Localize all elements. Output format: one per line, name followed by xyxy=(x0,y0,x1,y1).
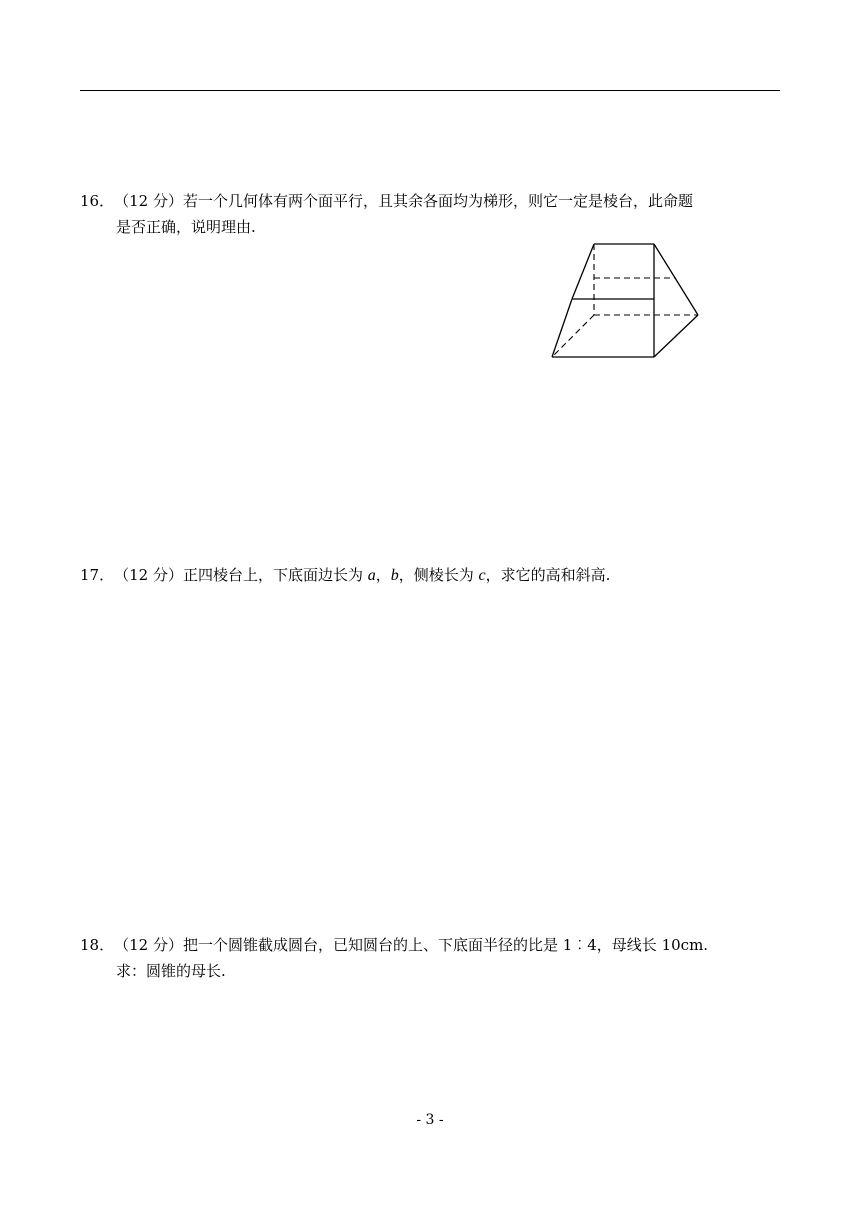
question-17 xyxy=(80,562,780,589)
question-18-line-2: 求：圆锥的母长. xyxy=(116,962,226,980)
figure-left-lower-edge xyxy=(552,299,572,357)
figure-left-upper-edge xyxy=(572,244,594,299)
figure-right-upper-slant xyxy=(654,244,698,315)
question-17-text-a: （12 分）正四棱台上，下底面边长为 xyxy=(114,566,368,584)
question-16-number: 16． xyxy=(80,192,115,210)
question-17-text-b: ， xyxy=(375,566,391,584)
variable-c: c xyxy=(478,567,486,584)
question-16-text-1: （12 分）若一个几何体有两个面平行，且其余各面均为梯形，则它一定是棱台，此命题 xyxy=(114,192,693,210)
variable-b: b xyxy=(390,567,399,584)
question-17-line-1 xyxy=(80,562,780,589)
question-18 xyxy=(80,932,780,984)
question-17-number: 17． xyxy=(80,566,115,584)
question-16-line-2: 是否正确，说明理由. xyxy=(116,218,256,236)
question-16 xyxy=(80,188,780,240)
page-number: - 3 - xyxy=(416,1112,444,1128)
solid-figure xyxy=(548,240,704,364)
question-16-line-1 xyxy=(80,188,780,214)
question-18-line-1 xyxy=(80,932,780,958)
header-rule xyxy=(80,90,780,91)
question-17-text-c: ，侧棱长为 xyxy=(398,566,479,584)
question-17-text-d: ，求它的高和斜高. xyxy=(485,566,611,584)
question-18-text-1: （12 分）把一个圆锥截成圆台，已知圆台的上、下底面半径的比是 1︰4，母线长 10cm. xyxy=(114,936,709,954)
variable-a: a xyxy=(367,567,376,584)
question-18-number: 18． xyxy=(80,936,115,954)
figure-hidden-bottom-diagonal xyxy=(552,315,594,357)
figure-right-lower-slant xyxy=(654,315,698,357)
